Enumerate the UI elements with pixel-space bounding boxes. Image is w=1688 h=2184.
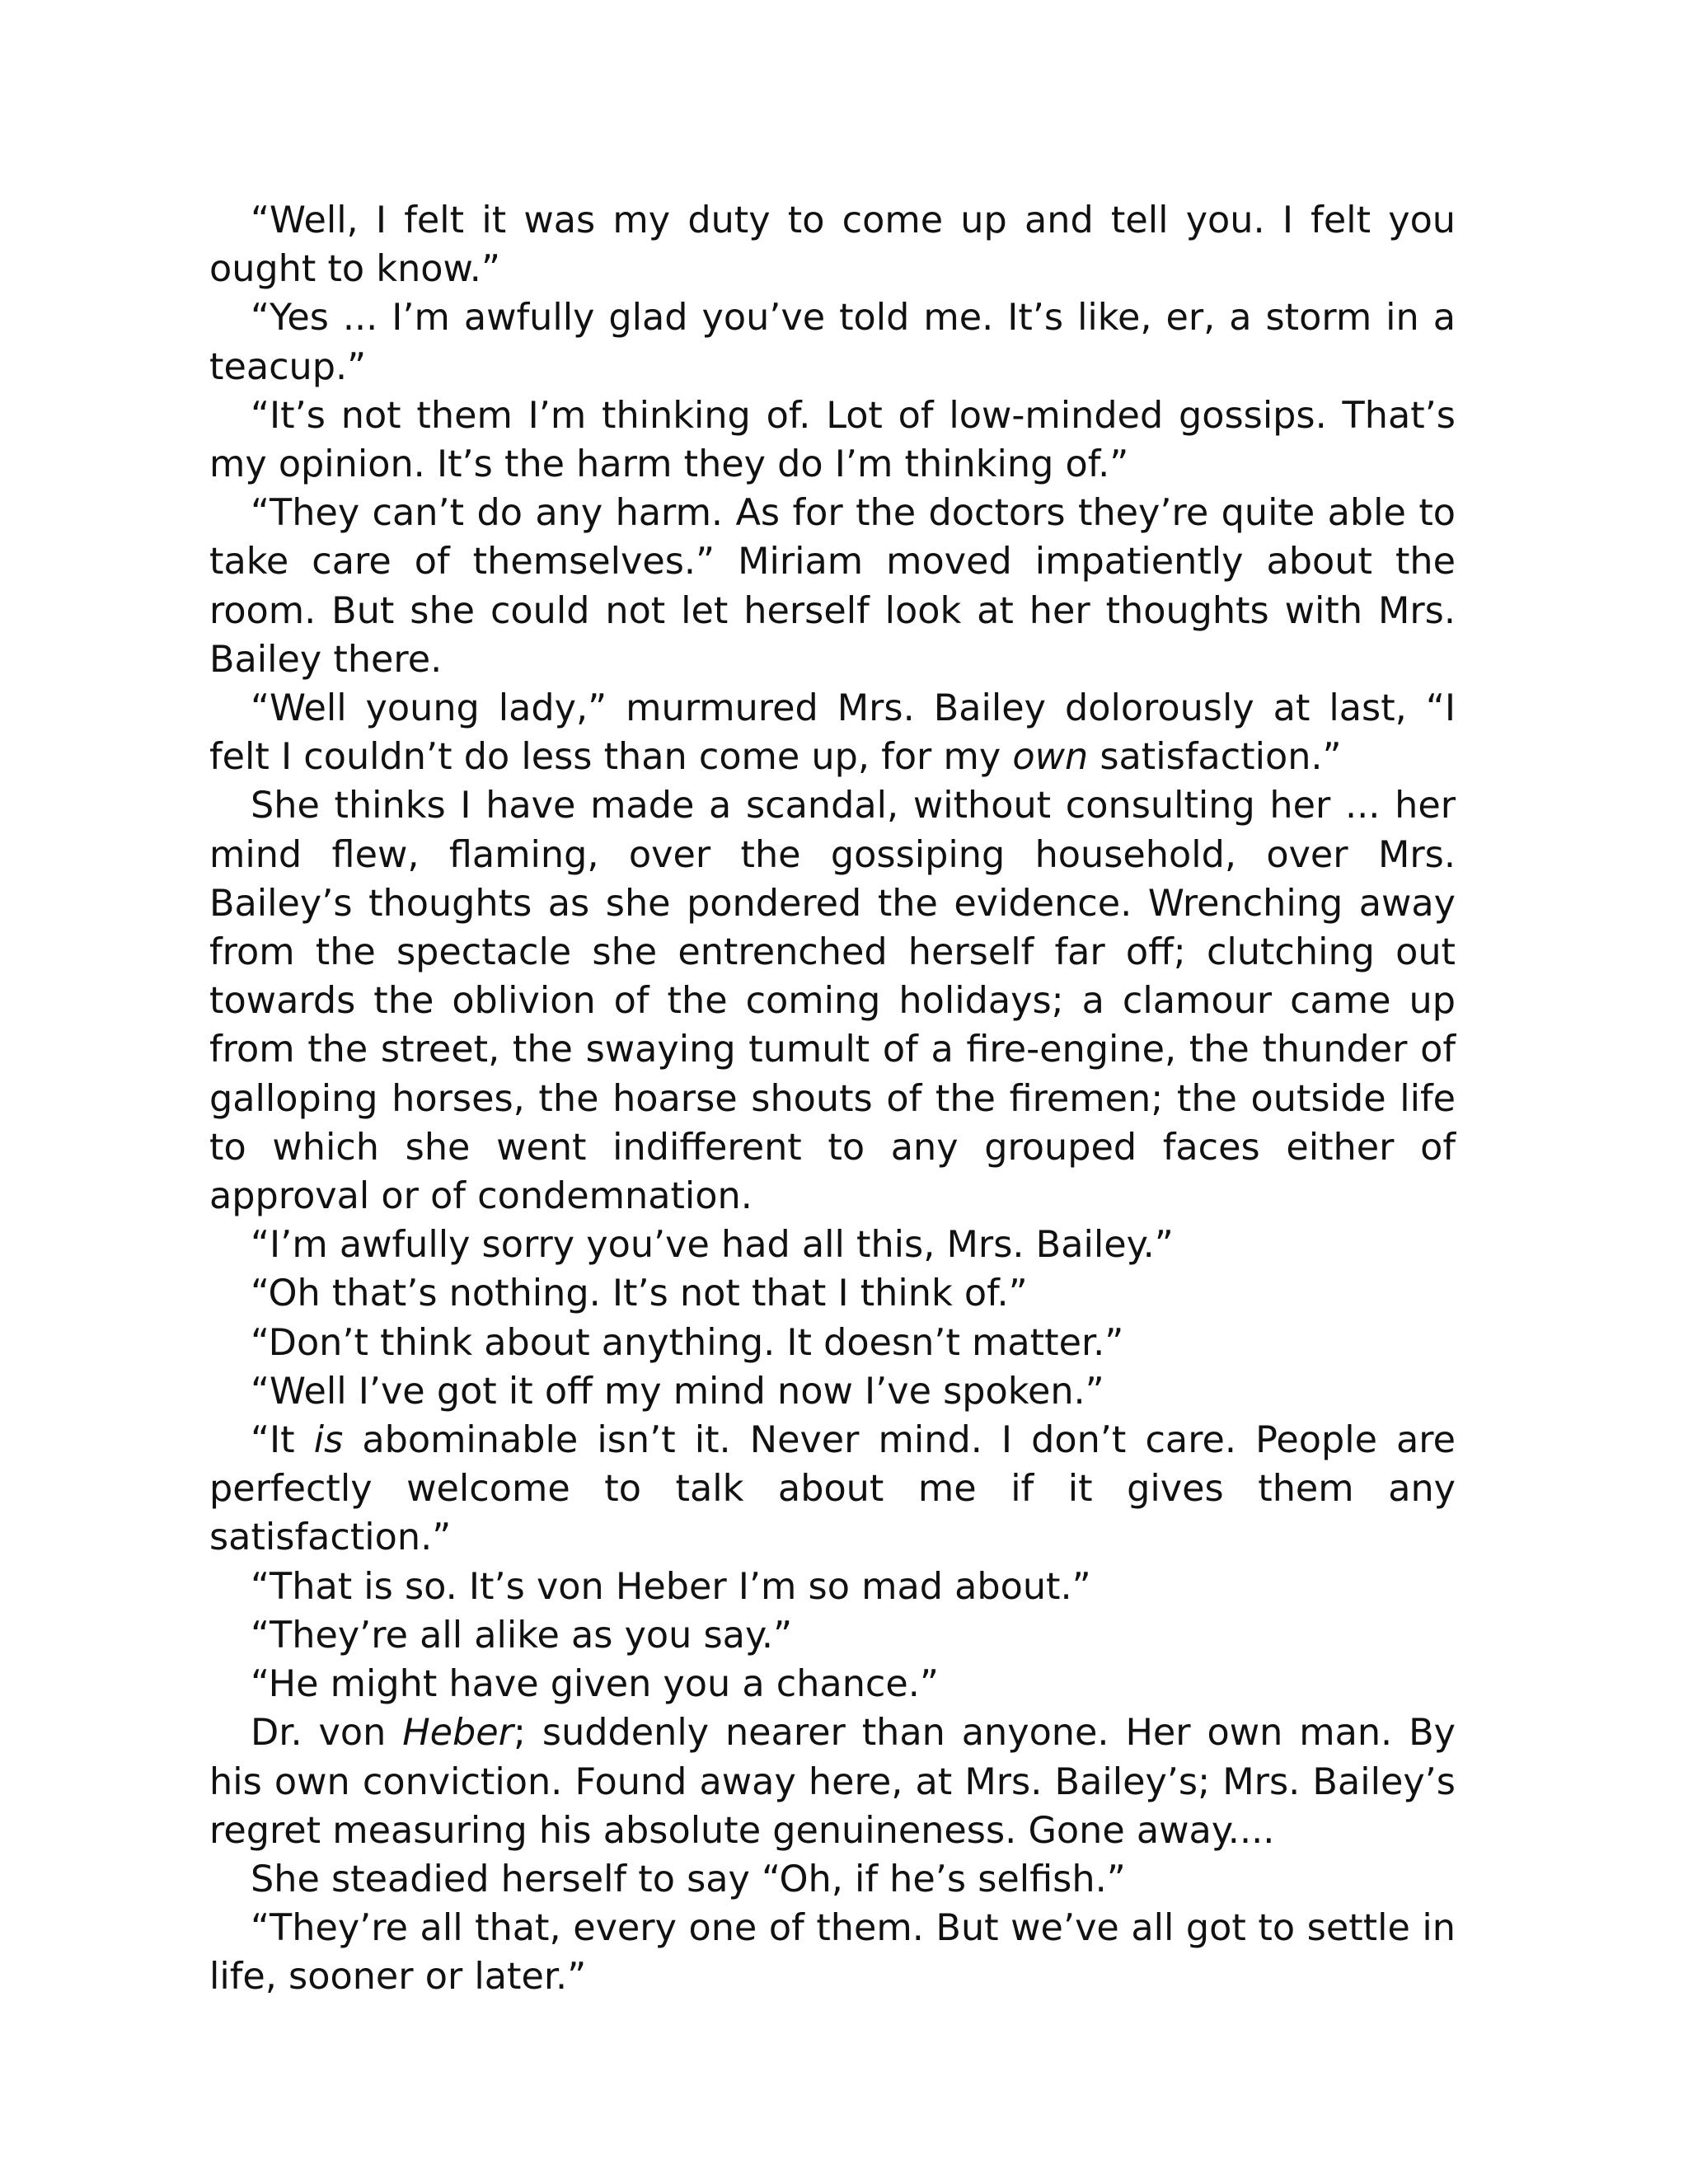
paragraph <box>209 1319 1456 1367</box>
text-segment: “They’re all alike as you say.” <box>251 1614 793 1657</box>
paragraph <box>209 391 1456 489</box>
text-segment: “He might have given you a chance.” <box>251 1663 939 1706</box>
text-segment: “Yes ... I’m awfully glad you’ve told me. It’s like, er, a storm in a teacup.” <box>209 297 1456 388</box>
italic-emphasis: Heber <box>402 1712 513 1755</box>
book-page-text <box>209 196 1456 2002</box>
text-segment: “Oh that’s nothing. It’s not that I think of.” <box>251 1272 1028 1315</box>
italic-emphasis: own <box>1012 736 1089 779</box>
paragraph <box>209 1221 1456 1269</box>
text-segment: satisfaction.” <box>1088 736 1342 779</box>
paragraph <box>209 1855 1456 1904</box>
text-segment: ; suddenly nearer than anyone. Her own man. By his own conviction. Found away here, at Mrs. Bailey’s; Mrs. Bailey’s regret measuring his absolute genuineness. Gone away.... <box>209 1712 1456 1852</box>
paragraph <box>209 781 1456 1221</box>
text-segment: “Well, I felt it was my duty to come up and tell you. I felt you ought to know.” <box>209 199 1456 291</box>
text-segment: “I’m awfully sorry you’ve had all this, Mrs. Bailey.” <box>251 1224 1174 1267</box>
paragraph <box>209 1416 1456 1563</box>
italic-emphasis: is <box>313 1419 344 1462</box>
text-segment: “That is so. It’s von Heber I’m so mad about.” <box>251 1565 1091 1608</box>
paragraph <box>209 196 1456 293</box>
text-segment: Dr. von <box>251 1712 403 1755</box>
paragraph <box>209 1708 1456 1855</box>
text-segment: “Well young lady,” murmured Mrs. Bailey dolorously at last, “I felt I couldn’t do less than come up, for my <box>209 687 1456 779</box>
text-segment: “They’re all that, every one of them. But we’ve all got to settle in life, sooner or later.” <box>209 1907 1456 1999</box>
text-segment: “Well I’ve got it off my mind now I’ve spoken.” <box>251 1370 1104 1413</box>
paragraph <box>209 1904 1456 2001</box>
text-segment: abominable isn’t it. Never mind. I don’t care. People are perfectly welcome to talk about me if it gives them any satisfaction.” <box>209 1419 1456 1559</box>
paragraph <box>209 1563 1456 1611</box>
paragraph <box>209 684 1456 781</box>
paragraph <box>209 293 1456 391</box>
paragraph <box>209 1367 1456 1416</box>
text-segment: “They can’t do any harm. As for the doctors they’re quite able to take care of themselves.” Miriam moved impatiently about the room. But she could not let herself look at her thoughts with Mrs. Bailey there. <box>209 492 1456 681</box>
paragraph <box>209 1660 1456 1708</box>
text-segment: “It’s not them I’m thinking of. Lot of low-minded gossips. That’s my opinion. It’s the harm they do I’m thinking of.” <box>209 394 1456 486</box>
paragraph <box>209 1269 1456 1318</box>
text-segment: “Don’t think about anything. It doesn’t matter.” <box>251 1321 1124 1364</box>
text-segment: She thinks I have made a scandal, without consulting her ... her mind flew, flaming, over the gossiping household, over Mrs. Bailey’s thoughts as she pondered the evidence. Wrenching away from the spectacle she entrenched herself far off; clutching out towards the oblivion of the coming holidays; a clamour came up from the street, the swaying tumult of a fire-engine, the thunder of galloping horses, the hoarse shouts of the firemen; the outside life to which she went indifferent to any grouped faces either of approval or of condemnation. <box>209 785 1456 1218</box>
paragraph <box>209 489 1456 684</box>
paragraph <box>209 1611 1456 1660</box>
text-segment: “It <box>251 1419 314 1462</box>
text-segment: She steadied herself to say “Oh, if he’s selfish.” <box>251 1858 1126 1900</box>
